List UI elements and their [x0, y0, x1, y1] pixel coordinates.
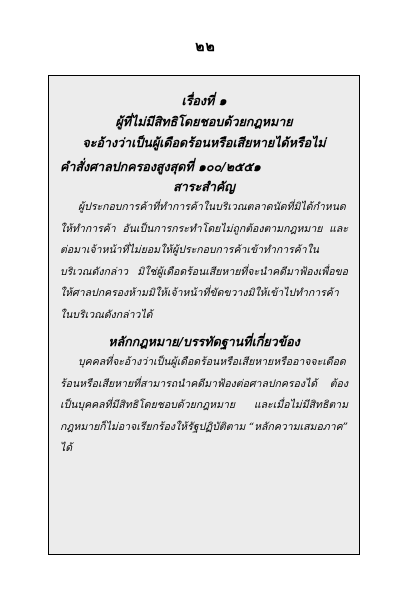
summary-label: สาระสำคัญ	[173, 179, 235, 194]
story-title-line-2: จะอ้างว่าเป็นผู้เดือดร้อนหรือเสียหายได้หรือไม่	[82, 135, 326, 150]
principle-text: บุคคลที่จะอ้างว่าเป็นผู้เดือดร้อนหรือเสียหายหรืออาจจะเดือดร้อนหรือเสียหายที่สามารถนำคดีมาฟ้องต่อศาลปกครองได้ ต้องเป็นบุคคลที่มีสิทธิโดยชอบด้วยกฎหมาย และเมื่อไม่มีสิทธิตามกฎหมายก็ไม่อาจเรียกร้องให้รัฐปฏิบัติตาม “หลักความเสมอภาค” ได้	[60, 356, 348, 454]
story-title-line-1: ผู้ที่ไม่มีสิทธิโดยชอบด้วยกฎหมาย	[115, 114, 293, 129]
principle-heading: หลักกฎหมาย/บรรทัดฐานที่เกี่ยวข้อง	[108, 334, 300, 349]
story-title-block	[60, 90, 348, 153]
summary-text: ผู้ประกอบการค้าที่ทำการค้าในบริเวณตลาดนัดที่มิได้กำหนดให้ทำการค้า อันเป็นการกระทำโดยไม่ถูกต้องตามกฎหมาย และต่อมาเจ้าหน้าที่ไม่ยอมให้ผู้ประกอบการค้าเข้าทำการค้าในบริเวณดังกล่าว มิใช่ผู้เดือดร้อนเสียหายที่จะนำคดีมาฟ้องเพื่อขอให้ศาลปกครองห้ามมิให้เจ้าหน้าที่ขัดขวางมิให้เข้าไปทำการค้าในบริเวณดังกล่าวได้	[60, 201, 348, 321]
page-number: ๒๒	[195, 39, 216, 55]
case-summary-box	[48, 75, 360, 555]
story-label: เรื่องที่ ๑	[181, 93, 227, 108]
order-heading: คำสั่งศาลปกครองสูงสุดที่ ๑๐๐/๒๕๕๑	[60, 159, 261, 174]
